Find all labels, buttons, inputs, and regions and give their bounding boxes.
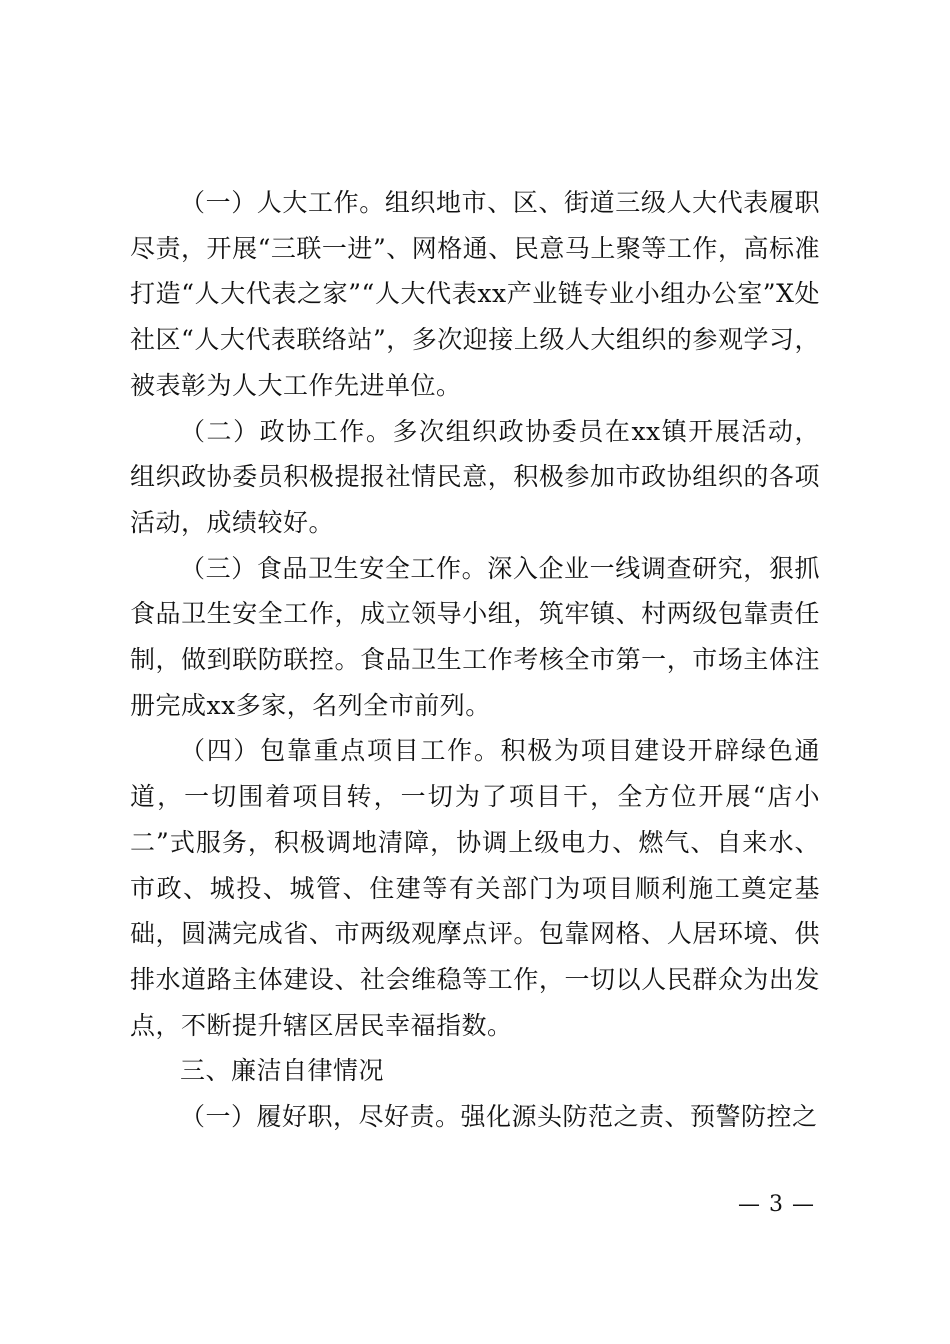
page-number: — 3 — (738, 1192, 815, 1217)
paragraph-text: 多次组织政协委员在xx镇开展活动，组织政协委员积极提报社情民意，积极参加市政协组织的各项活动，成绩较好。 (130, 416, 820, 537)
paragraph-cppcc-work (130, 409, 820, 546)
paragraph-lead: （二）政协工作。 (180, 416, 393, 446)
paragraph-npc-work (130, 180, 820, 409)
paragraph-lead: （四）包靠重点项目工作。 (180, 736, 501, 766)
paragraph-food-safety-work (130, 546, 820, 729)
section-heading: 三、廉洁自律情况 (180, 1056, 385, 1086)
paragraph-text: 强化源头防范之责、预警防控之 (460, 1102, 818, 1132)
paragraph-lead: （一）履好职，尽好责。 (180, 1102, 461, 1132)
paragraph-key-projects-work (130, 728, 820, 1048)
paragraph-lead: （三）食品卫生安全工作。 (180, 553, 488, 583)
paragraph-text: 深入企业一线调查研究，狠抓食品卫生安全工作，成立领导小组，筑牢镇、村两级包靠责任制，做到联防联控。食品卫生工作考核全市第一，市场主体注册完成xx多家，名列全市前列。 (130, 553, 820, 720)
paragraph-duty-fulfillment (130, 1094, 820, 1140)
document-body (130, 180, 820, 1140)
paragraph-text: 组织地市、区、街道三级人大代表履职尽责，开展“三联一进”、网格通、民意马上聚等工作，高标准打造“人大代表之家”“人大代表xx产业链专业小组办公室”X处社区“人大代表联络站”，多次迎接上级人大组织的参观学习，被表彰为人大工作先进单位。 (130, 188, 820, 400)
paragraph-lead: （一）人大工作。 (180, 188, 385, 217)
paragraph-text: 积极为项目建设开辟绿色通道，一切围着项目转，一切为了项目干，全方位开展“店小二”式服务，积极调地清障，协调上级电力、燃气、自来水、市政、城投、城管、住建等有关部门为项目顺利施工奠定基础，圆满完成省、市两级观摩点评。包靠网格、人居环境、供排水道路主体建设、社会维稳等工作，一切以人民群众为出发点，不断提升辖区居民幸福指数。 (130, 736, 820, 1040)
